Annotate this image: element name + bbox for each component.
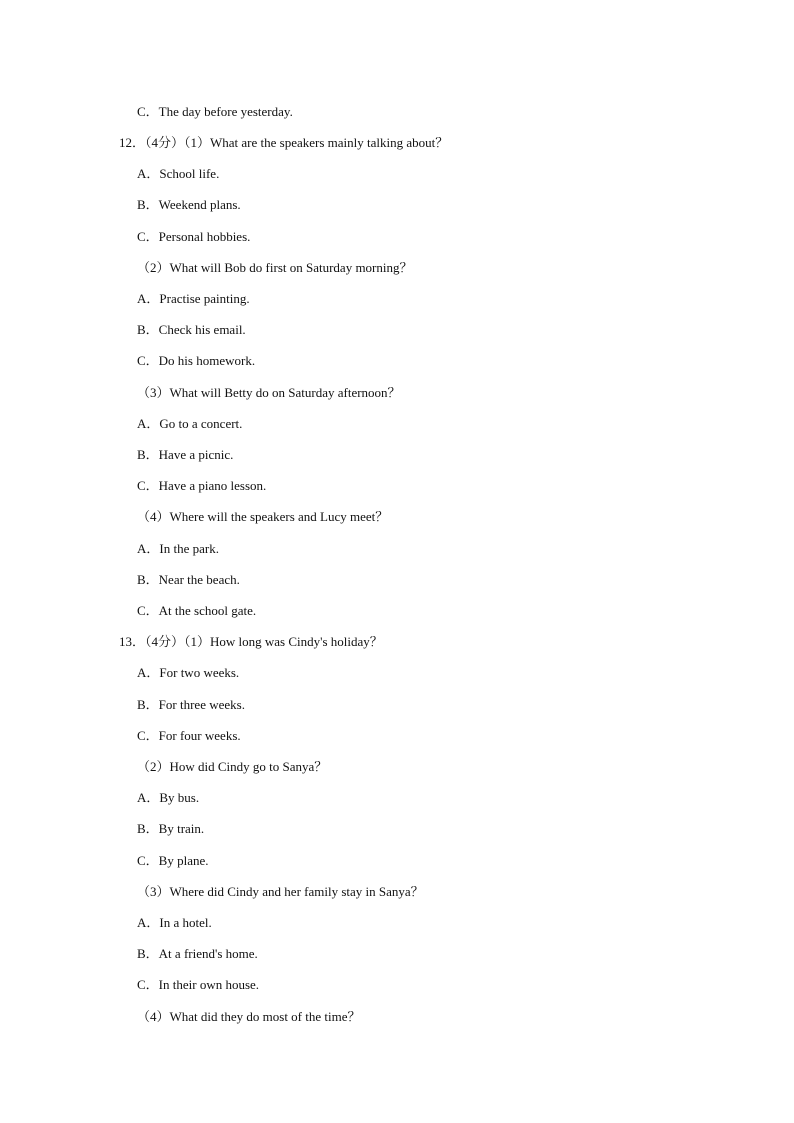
option-line: A．School life. [137,166,220,181]
option-line: A．By bus. [137,790,200,805]
option-line: A．Practise painting. [137,291,250,306]
question-line: 13．（4分）（1）How long was Cindy's holiday？ [119,634,383,649]
option-line: B．Have a picnic. [137,447,234,462]
option-line: C．Have a piano lesson. [137,478,267,493]
option-line: B．Near the beach. [137,572,240,587]
option-line: B．For three weeks. [137,697,245,712]
subquestion-line: （2）How did Cindy go to Sanya？ [137,759,328,774]
subquestion-line: （3）Where did Cindy and her family stay in Sanya？ [137,884,424,899]
option-line: B．By train. [137,821,205,836]
subquestion-line: （2）What will Bob do first on Saturday morning？ [137,260,413,275]
question-line: 12．（4分）（1）What are the speakers mainly talking about？ [119,135,449,150]
subquestion-line: （3）What will Betty do on Saturday afternoon？ [137,385,401,400]
option-line: C．At the school gate. [137,603,257,618]
option-line: A．Go to a concert. [137,416,243,431]
option-line: C．By plane. [137,853,209,868]
option-line: B．Weekend plans. [137,197,241,212]
option-line: A．For two weeks. [137,665,240,680]
option-line: B．Check his email. [137,322,246,337]
option-line: C．For four weeks. [137,728,241,743]
option-line: C．Do his homework. [137,353,256,368]
subquestion-line: （4）What did they do most of the time？ [137,1009,361,1024]
option-line: C．Personal hobbies. [137,229,251,244]
option-line: C．In their own house. [137,977,260,992]
option-line: A．In the park. [137,541,219,556]
subquestion-line: （4）Where will the speakers and Lucy meet？ [137,509,389,524]
option-line: B．At a friend's home. [137,946,258,961]
option-line: A．In a hotel. [137,915,212,930]
option-line: C．The day before yesterday. [137,104,293,119]
